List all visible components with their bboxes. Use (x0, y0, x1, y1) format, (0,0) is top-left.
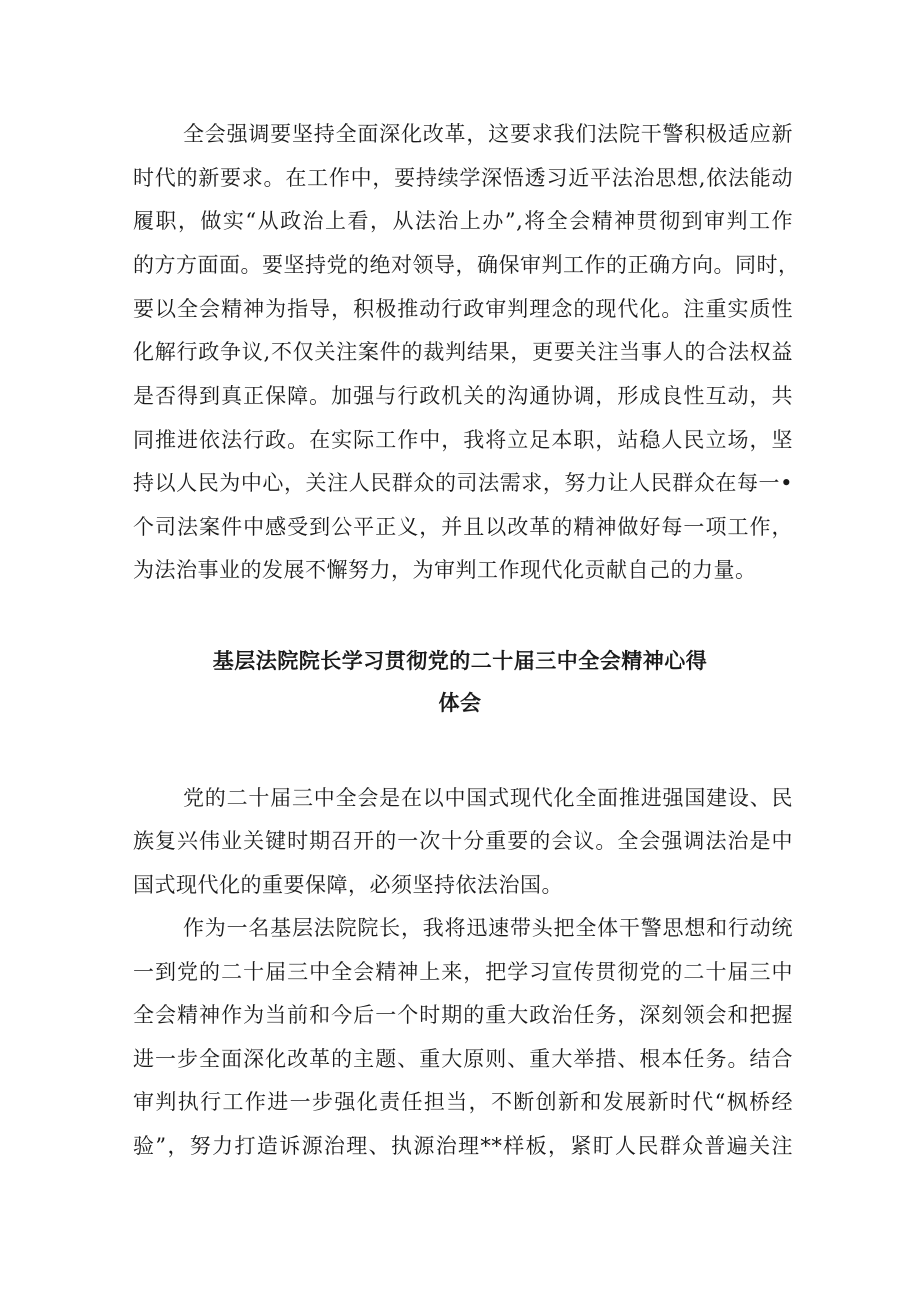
page-title: 基层法院院长学习贯彻党的二十届三中全会精神心得 (212, 648, 708, 673)
paragraph1-line-11: 为法治事业的发展不懈努力，为审判工作现代化贡献自己的力量。 (133, 558, 757, 582)
paragraph1-line-5: 要以全会精神为指导，积极推动行政审判理念的现代化。注重实质性 (133, 297, 793, 321)
paragraph3-line-6: 验”，努力打造诉源治理、执源治理**样板，紧盯人民群众普遍关注 (133, 1134, 793, 1158)
paragraph2-line-1: 党的二十届三中全会是在以中国式现代化全面推进强国建设、民 (183, 786, 793, 810)
paragraph1-line-7: 是否得到真正保障。加强与行政机关的沟通协调，形成良性互动，共 (133, 384, 793, 408)
paragraph3-line-2: 一到党的二十届三中全会精神上来，把学习宣传贯彻党的二十届三中 (133, 960, 793, 984)
paragraph2-line-3: 国式现代化的重要保障，必须坚持依法治国。 (133, 873, 563, 897)
paragraph1-line-9: 持以人民为中心，关注人民群众的司法需求，努力让人民群众在每一• (133, 471, 793, 495)
paragraph1-line-4: 的方方面面。要坚持党的绝对领导，确保审判工作的正确方向。同时， (133, 253, 800, 277)
paragraph3-line-5: 审判执行工作进一步强化责任担当，不断创新和发展新时代“枫桥经 (133, 1090, 793, 1114)
paragraph1-line-3: 履职，做实“从政治上看，从法治上办”,将全会精神贯彻到审判工作 (133, 209, 793, 233)
paragraph3-line-4: 进一步全面深化改革的主题、重大原则、重大举措、根本任务。结合 (133, 1047, 793, 1071)
paragraph1-line-2: 时代的新要求。在工作中，要持续学深悟透习近平法治思想,依法能动 (133, 166, 793, 190)
paragraph1-line-6: 化解行政争议,不仅关注案件的裁判结果，更要关注当事人的合法权益 (133, 340, 793, 364)
paragraph1-line-10: 个司法案件中感受到公平正义，并且以改革的精神做好每一项工作， (133, 515, 793, 539)
paragraph1-line-1: 全会强调要坚持全面深化改革，这要求我们法院干警积极适应新 (183, 122, 793, 146)
paragraph3-line-1: 作为一名基层法院院长，我将迅速带头把全体干警思想和行动统 (183, 916, 793, 940)
paragraph2-line-2: 族复兴伟业关键时期召开的一次十分重要的会议。全会强调法治是中 (133, 829, 793, 853)
paragraph3-line-3: 全会精神作为当前和今后一个时期的重大政治任务，深刻领会和把握 (133, 1003, 793, 1027)
page-title-continued: 体会 (438, 690, 482, 715)
paragraph1-line-8: 同推进依法行政。在实际工作中，我将立足本职，站稳人民立场，坚 (133, 428, 793, 452)
